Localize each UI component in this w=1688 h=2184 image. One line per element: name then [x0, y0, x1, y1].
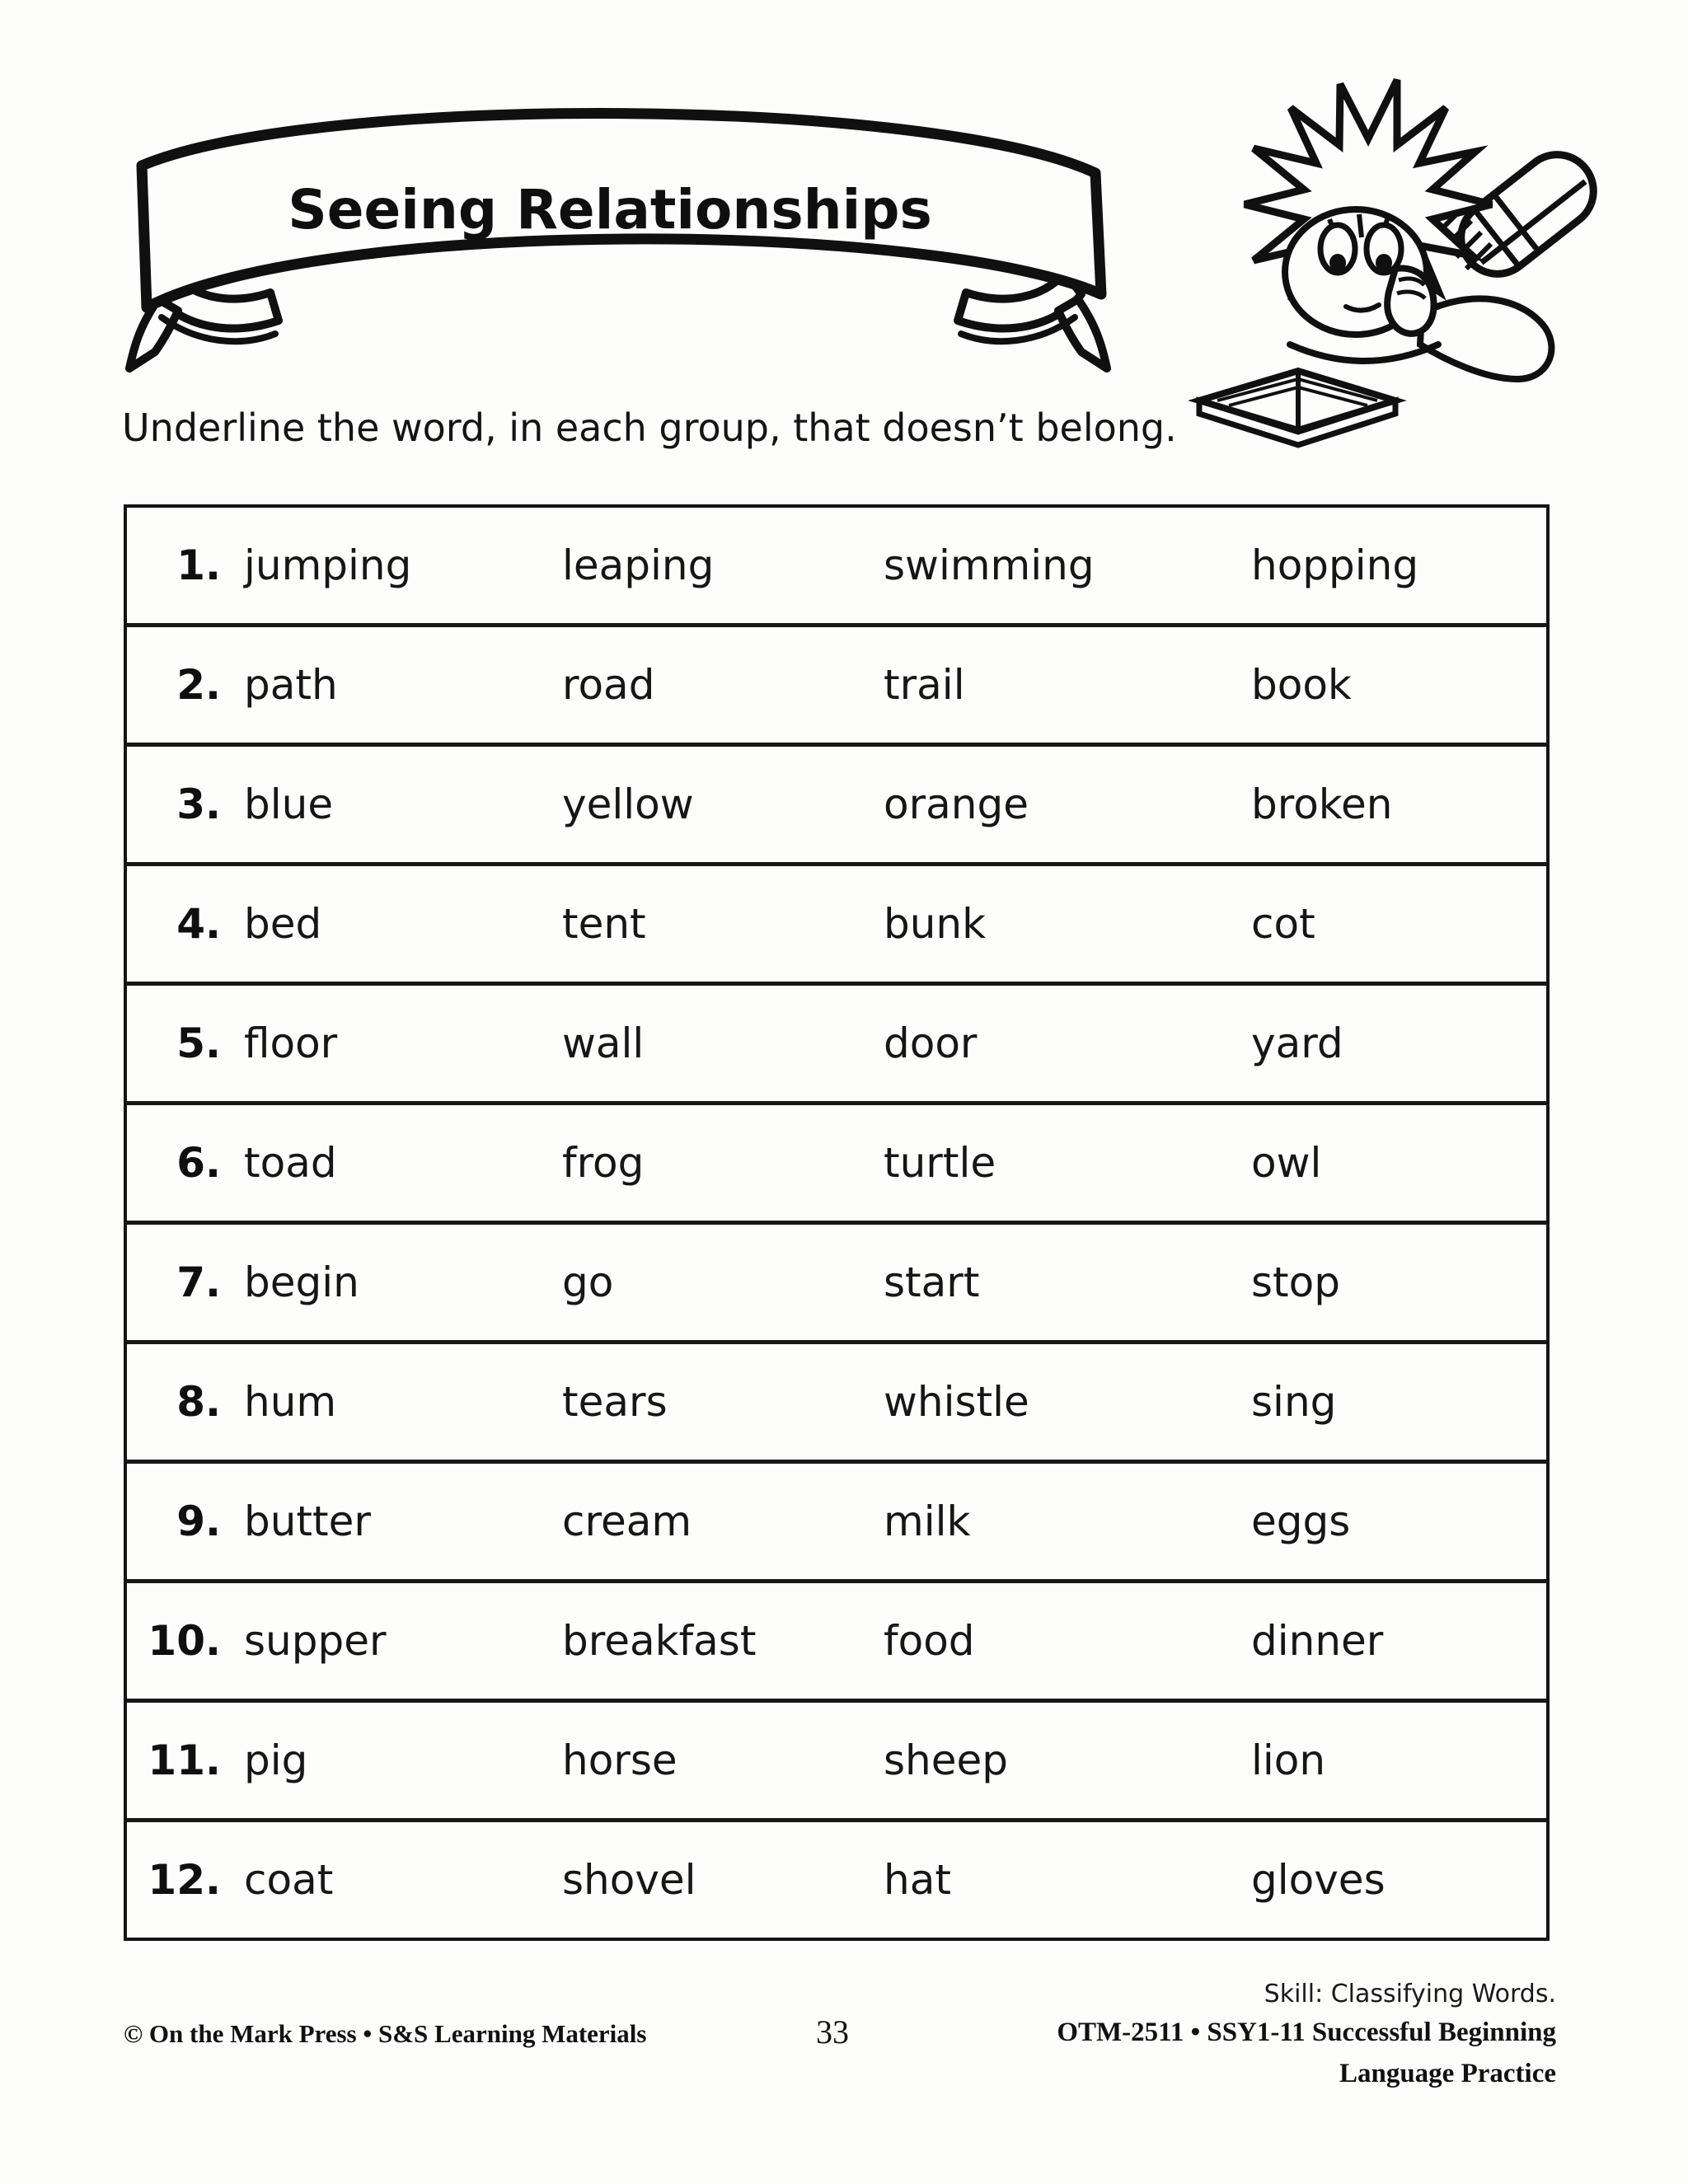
word-groups-table: [124, 504, 1550, 1941]
word-option[interactable]: shovel: [562, 1856, 696, 1904]
word-option[interactable]: food: [884, 1617, 975, 1665]
table-row: [127, 1340, 1546, 1460]
word-option[interactable]: broken: [1251, 780, 1393, 828]
word-option[interactable]: go: [562, 1258, 614, 1306]
word-option[interactable]: door: [884, 1019, 978, 1067]
word-option[interactable]: gloves: [1251, 1856, 1386, 1904]
word-option[interactable]: cream: [562, 1497, 692, 1545]
word-option[interactable]: whistle: [884, 1378, 1029, 1426]
table-row: [127, 1460, 1546, 1579]
word-option[interactable]: wall: [562, 1019, 645, 1067]
word-option[interactable]: supper: [244, 1617, 387, 1665]
word-option[interactable]: frog: [562, 1139, 645, 1187]
word-option[interactable]: coat: [244, 1856, 334, 1904]
row-number: 10.: [148, 1617, 221, 1665]
row-number: 11.: [148, 1736, 221, 1784]
word-option[interactable]: horse: [562, 1736, 678, 1784]
table-row: [127, 1101, 1546, 1221]
skill-label: Skill: Classifying Words.: [1264, 1980, 1556, 2008]
word-option[interactable]: blue: [244, 780, 334, 828]
word-option[interactable]: yard: [1251, 1019, 1343, 1067]
child-reading-illustration: [1175, 73, 1648, 452]
row-number: 7.: [176, 1258, 221, 1306]
table-row: [127, 1699, 1546, 1818]
word-option[interactable]: road: [562, 661, 655, 709]
word-option[interactable]: tent: [562, 900, 646, 948]
row-number: 9.: [176, 1497, 221, 1545]
row-number: 4.: [176, 900, 221, 948]
table-row: [127, 1221, 1546, 1340]
word-option[interactable]: stop: [1251, 1258, 1340, 1306]
row-number: 8.: [176, 1378, 221, 1426]
word-option[interactable]: lion: [1251, 1736, 1326, 1784]
table-row: [127, 1579, 1546, 1699]
word-option[interactable]: begin: [244, 1258, 359, 1306]
product-code-line1: OTM-2511 • SSY1-11 Successful Beginning: [1057, 2018, 1556, 2047]
page-number: 33: [816, 2013, 849, 2050]
word-option[interactable]: milk: [884, 1497, 971, 1545]
word-option[interactable]: orange: [884, 780, 1029, 828]
word-option[interactable]: owl: [1251, 1139, 1322, 1187]
word-option[interactable]: path: [244, 661, 338, 709]
row-number: 5.: [176, 1019, 221, 1067]
word-option[interactable]: bed: [244, 900, 322, 948]
word-option[interactable]: start: [884, 1258, 980, 1306]
word-option[interactable]: sing: [1251, 1378, 1337, 1426]
word-option[interactable]: jumping: [244, 541, 412, 589]
copyright-text: © On the Mark Press • S&S Learning Materials: [124, 2019, 647, 2048]
word-option[interactable]: pig: [244, 1736, 308, 1784]
word-option[interactable]: cot: [1251, 900, 1315, 948]
word-option[interactable]: turtle: [884, 1139, 996, 1187]
row-number: 6.: [176, 1139, 221, 1187]
table-row: [127, 508, 1546, 623]
word-option[interactable]: eggs: [1251, 1497, 1351, 1545]
word-option[interactable]: toad: [244, 1139, 337, 1187]
instruction-text: Underline the word, in each group, that doesn’t belong.: [122, 405, 1177, 450]
word-option[interactable]: floor: [244, 1019, 338, 1067]
table-row: [127, 623, 1546, 743]
row-number: 2.: [176, 661, 221, 709]
row-number: 3.: [176, 780, 221, 828]
page-title: Seeing Relationships: [288, 178, 932, 241]
word-option[interactable]: leaping: [562, 541, 715, 589]
row-number: 1.: [176, 541, 221, 589]
word-option[interactable]: breakfast: [562, 1617, 757, 1665]
word-option[interactable]: bunk: [884, 900, 987, 948]
word-option[interactable]: hat: [884, 1856, 951, 1904]
word-option[interactable]: yellow: [562, 780, 694, 828]
row-number: 12.: [148, 1856, 221, 1904]
word-option[interactable]: book: [1251, 661, 1352, 709]
word-option[interactable]: hopping: [1251, 541, 1419, 589]
table-row: [127, 862, 1546, 982]
table-row: [127, 743, 1546, 862]
word-option[interactable]: butter: [244, 1497, 371, 1545]
word-option[interactable]: trail: [884, 661, 965, 709]
word-option[interactable]: hum: [244, 1378, 337, 1426]
word-option[interactable]: swimming: [884, 541, 1095, 589]
word-option[interactable]: dinner: [1251, 1617, 1384, 1665]
product-code-line2: Language Practice: [1339, 2059, 1556, 2088]
word-option[interactable]: sheep: [884, 1736, 1009, 1784]
table-row: [127, 982, 1546, 1101]
table-row: [127, 1818, 1546, 1938]
word-option[interactable]: tears: [562, 1378, 668, 1426]
